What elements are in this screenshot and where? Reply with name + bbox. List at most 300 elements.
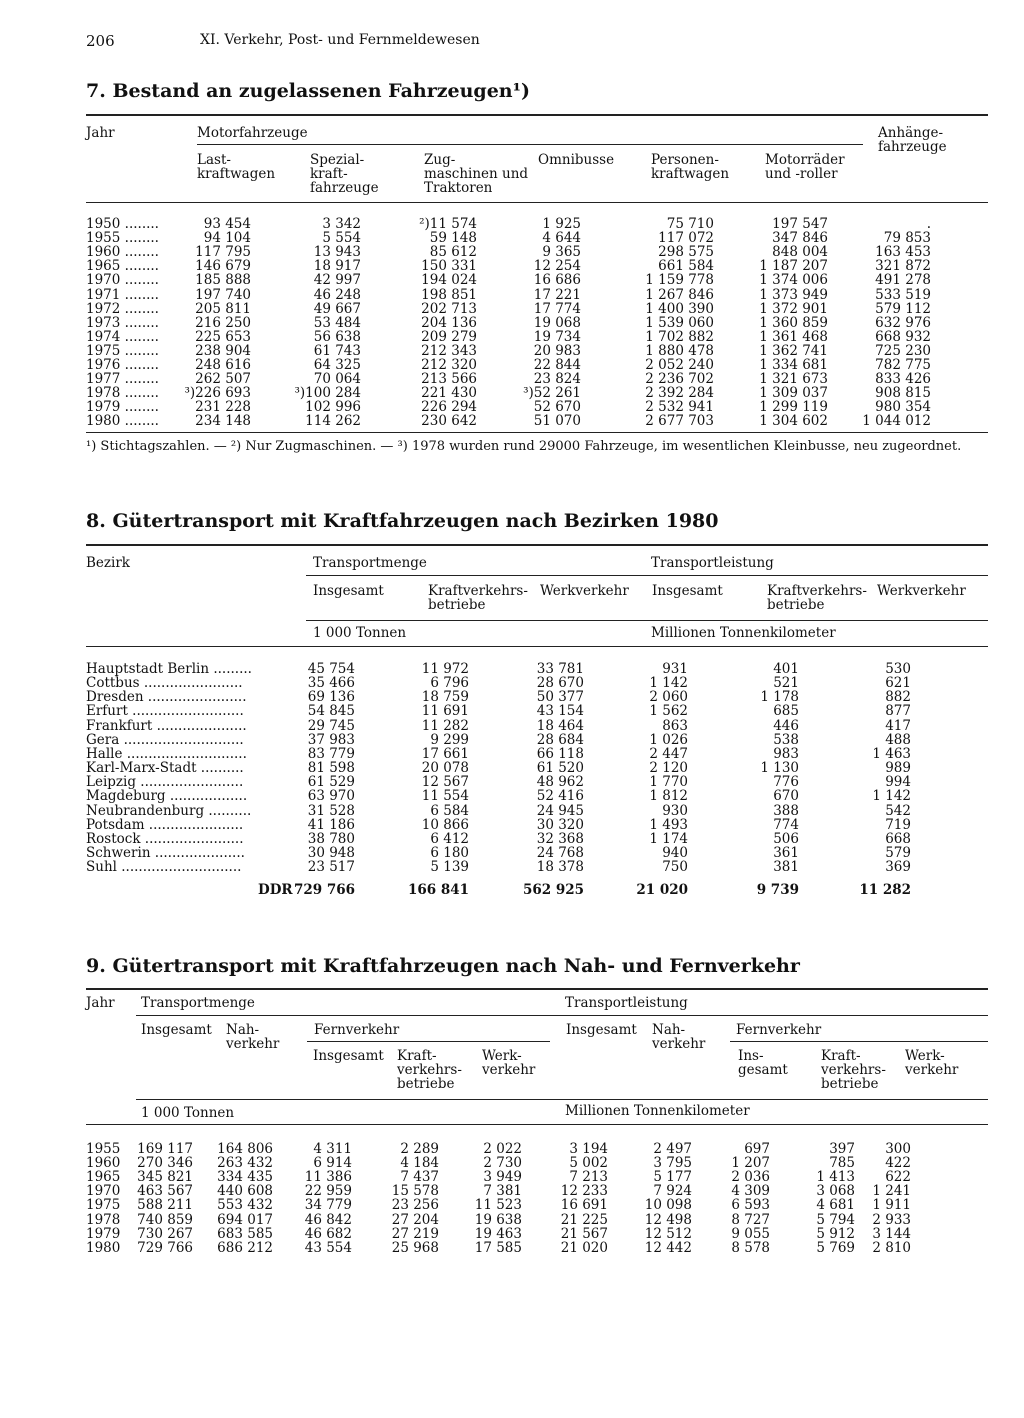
table-cell: 12 254 <box>533 258 581 275</box>
table-cell: 9 299 <box>430 731 469 748</box>
col-line: und -roller <box>765 166 838 182</box>
table9-h-fern2: Fernverkehr <box>736 1022 822 1038</box>
table-cell: 11 972 <box>421 661 469 677</box>
table-cell: 683 585 <box>217 1225 273 1242</box>
table-row-label: 1971 ........ <box>86 287 159 302</box>
table-row-label: 1970 <box>86 1183 121 1200</box>
table-row-label: 1980 <box>86 1239 121 1256</box>
table-cell: 12 498 <box>644 1211 692 1228</box>
table-cell: 212 320 <box>421 357 477 373</box>
table-cell: 20 983 <box>533 342 581 359</box>
table-cell: 53 484 <box>313 314 361 331</box>
table-cell: 2 447 <box>649 745 688 762</box>
table-cell: 19 734 <box>533 328 581 345</box>
table-cell: 19 463 <box>474 1225 522 1242</box>
table-cell: 1 299 119 <box>759 399 828 416</box>
table-cell: 7 213 <box>569 1169 608 1186</box>
table-cell: 18 759 <box>421 689 469 706</box>
table-cell: 20 078 <box>421 760 469 777</box>
table-total-cell: 11 282 <box>859 882 911 898</box>
table-cell: 4 184 <box>400 1155 439 1172</box>
table-cell: 740 859 <box>137 1211 193 1228</box>
table-cell: 774 <box>773 816 799 833</box>
table-cell: 1 321 673 <box>759 371 828 388</box>
col-line: betriebe <box>767 597 825 613</box>
table-cell: 334 435 <box>217 1169 273 1186</box>
table-cell: 3 795 <box>653 1155 692 1172</box>
table-cell: 2 052 240 <box>645 357 714 373</box>
table9-h-insgesamt2: Insgesamt <box>566 1022 637 1038</box>
table9-h-nah2 <box>652 1023 705 1051</box>
table8-sub2-insgesamt: Insgesamt <box>652 583 723 599</box>
table-cell: 11 386 <box>304 1169 352 1186</box>
table-cell: 877 <box>885 703 911 720</box>
table-cell: 30 948 <box>307 844 355 861</box>
col-line: Ins- <box>738 1048 764 1064</box>
table-cell: 2 060 <box>649 689 688 706</box>
table-cell: 5 177 <box>653 1169 692 1186</box>
table-cell: 553 432 <box>217 1197 273 1214</box>
table-cell: 908 815 <box>875 385 931 402</box>
table9-fs2-kraft <box>821 1049 886 1091</box>
table-cell: 216 250 <box>195 314 251 331</box>
table-cell: 7 924 <box>653 1183 692 1200</box>
table9-fs1-kraft <box>397 1049 462 1091</box>
table-row-label: 1977 ........ <box>86 372 159 387</box>
table-cell: 345 821 <box>137 1169 193 1186</box>
table-cell: 1 142 <box>649 675 688 692</box>
table-cell: 1 174 <box>649 830 688 847</box>
table-cell: 10 098 <box>644 1197 692 1214</box>
table-cell: 51 070 <box>533 413 581 430</box>
table-row-label: Frankfurt ..................... <box>86 718 247 733</box>
table-cell: 7 381 <box>483 1183 522 1200</box>
table-cell: 22 844 <box>533 357 581 373</box>
table-cell: 1 880 478 <box>645 342 714 359</box>
table-cell: 491 278 <box>875 272 931 289</box>
table-cell: 2 497 <box>653 1141 692 1157</box>
table8-sub1-kraft <box>428 584 528 612</box>
table7-header-group: Motorfahrzeuge <box>197 125 308 141</box>
table-total-cell: 562 925 <box>522 882 584 898</box>
table-cell: 1 374 006 <box>759 272 828 289</box>
table-row-label: Potsdam ...................... <box>86 817 244 832</box>
table9-unit1: 1 000 Tonnen <box>141 1105 235 1121</box>
table-cell: 117 795 <box>195 244 251 261</box>
table8-header-group1: Transportmenge <box>313 555 427 571</box>
table-cell: 725 230 <box>875 342 931 359</box>
table-cell: 41 186 <box>307 816 355 833</box>
table-cell: 102 996 <box>305 399 361 416</box>
col-line: betriebe <box>397 1076 455 1092</box>
table-cell: 70 064 <box>313 371 361 388</box>
table-row-label: 1955 ........ <box>86 231 159 246</box>
table-cell: 994 <box>885 774 911 791</box>
table-cell: 1 187 207 <box>759 258 828 275</box>
col-line: kraft- <box>310 166 348 182</box>
table-cell: 1 362 741 <box>759 342 828 359</box>
table-cell: 25 968 <box>391 1239 439 1256</box>
table-cell: 21 020 <box>560 1239 608 1256</box>
table9-header-group1: Transportmenge <box>141 995 255 1011</box>
table-cell: 66 118 <box>536 745 584 762</box>
table9-fs2-werk <box>905 1049 958 1077</box>
table-cell: 1 142 <box>872 788 911 805</box>
table-cell: 863 <box>662 717 688 734</box>
col-line: Omnibusse <box>538 152 615 168</box>
table7-header-col2 <box>310 153 379 195</box>
table-row-label: 1970 ........ <box>86 273 159 288</box>
table-cell: 22 959 <box>304 1183 352 1200</box>
table-cell: 49 667 <box>313 300 361 317</box>
table-cell: 46 842 <box>304 1211 352 1228</box>
table7-header-bottom-rule <box>86 202 988 203</box>
table-cell: 579 112 <box>875 300 931 317</box>
table-cell: 2 022 <box>483 1141 522 1157</box>
table-cell: 21 225 <box>560 1211 608 1228</box>
table-cell: 750 <box>662 859 688 876</box>
table-cell: 2 532 941 <box>645 399 714 416</box>
table-cell: 12 442 <box>644 1239 692 1256</box>
table9-header-year: Jahr <box>86 995 115 1011</box>
table-cell: 1 026 <box>649 731 688 748</box>
table-row-label: 1975 <box>86 1197 121 1214</box>
table9-group-rule <box>136 1015 988 1016</box>
table-cell: 234 148 <box>195 413 251 430</box>
col-line: Kraft- <box>397 1048 437 1064</box>
table-cell: 5 769 <box>816 1239 855 1256</box>
table-cell: 94 104 <box>203 230 251 247</box>
table-cell: 38 780 <box>307 830 355 847</box>
table-cell: 848 004 <box>772 244 828 261</box>
table-cell: 1 044 012 <box>862 413 931 430</box>
table-cell: 230 642 <box>421 413 477 430</box>
table8-unit2: Millionen Tonnenkilometer <box>651 625 836 641</box>
table-cell: 59 148 <box>429 230 477 247</box>
table-cell: 5 912 <box>816 1225 855 1242</box>
table-cell: 204 136 <box>421 314 477 331</box>
table7-header-col6 <box>765 153 845 181</box>
table-cell: 32 368 <box>536 830 584 847</box>
table-cell: 785 <box>829 1155 855 1172</box>
table-cell: 463 567 <box>137 1183 193 1200</box>
table-cell: 43 154 <box>536 703 584 720</box>
table-cell: 6 180 <box>430 844 469 861</box>
table-cell: 7 437 <box>400 1169 439 1186</box>
table-cell: 194 024 <box>421 272 477 289</box>
table-cell: 533 519 <box>875 286 931 303</box>
table-cell: 197 547 <box>772 216 828 232</box>
col-line: betriebe <box>428 597 486 613</box>
table-cell: 1 413 <box>816 1169 855 1186</box>
table7-header-trailers-line2: fahrzeuge <box>878 139 947 155</box>
table-cell: 1 400 390 <box>645 300 714 317</box>
table-cell: 1 539 060 <box>645 314 714 331</box>
table-cell: 6 914 <box>313 1155 352 1172</box>
table-cell: 48 962 <box>536 774 584 791</box>
col-line: kraftwagen <box>651 166 730 182</box>
table8-total-label: DDR <box>258 882 293 898</box>
table-cell: 2 289 <box>400 1141 439 1157</box>
table-cell: 8 578 <box>731 1239 770 1256</box>
table-row-label: 1973 ........ <box>86 315 159 330</box>
table-cell: 24 768 <box>536 844 584 861</box>
table-cell: 56 638 <box>313 328 361 345</box>
table7-header-col1 <box>197 153 275 181</box>
table-total-cell: 729 766 <box>293 882 355 898</box>
table-cell: 5 554 <box>322 230 361 247</box>
table-cell: 1 267 846 <box>645 286 714 303</box>
table-cell: 19 638 <box>474 1211 522 1228</box>
col-line: Werk- <box>905 1048 945 1064</box>
table-cell: 397 <box>829 1141 855 1157</box>
col-line: fahrzeuge <box>310 180 379 196</box>
table-cell: 52 416 <box>536 788 584 805</box>
table-cell: 369 <box>885 859 911 876</box>
table9-fern-rule2 <box>730 1041 988 1042</box>
table-cell: 93 454 <box>203 216 251 232</box>
table-cell: 63 970 <box>307 788 355 805</box>
table-cell: 13 943 <box>313 244 361 261</box>
table9-header-bottom-rule <box>86 1124 988 1125</box>
table-cell: 23 517 <box>307 859 355 876</box>
table9-fs1-insgesamt: Insgesamt <box>313 1048 384 1064</box>
col-line: Nah- <box>652 1022 686 1038</box>
table-cell: 81 598 <box>307 760 355 777</box>
table-cell: 298 575 <box>658 244 714 261</box>
table-cell: 686 212 <box>217 1239 273 1256</box>
table-cell: 422 <box>885 1155 911 1172</box>
table-row-label: 1975 ........ <box>86 343 159 358</box>
table-cell: 61 743 <box>313 342 361 359</box>
table-cell: 164 806 <box>217 1141 273 1157</box>
table-cell: 989 <box>885 760 911 777</box>
table-cell: 401 <box>773 661 799 677</box>
table-row-label: Erfurt .......................... <box>86 704 244 719</box>
col-line: Kraft- <box>821 1048 861 1064</box>
table-cell: 270 346 <box>137 1155 193 1172</box>
table7-header-col3 <box>424 153 528 195</box>
col-line: Motorräder <box>765 152 845 168</box>
table-cell: 6 796 <box>430 675 469 692</box>
table-cell: 300 <box>885 1141 911 1157</box>
table8-sub1-insgesamt: Insgesamt <box>313 583 384 599</box>
table-cell: 34 779 <box>304 1197 352 1214</box>
table-cell: 64 325 <box>313 357 361 373</box>
table-cell: 931 <box>662 661 688 677</box>
table9-title: 9. Gütertransport mit Kraftfahrzeugen nach Nah- und Fernverkehr <box>86 955 800 977</box>
table-row-label: Magdeburg .................. <box>86 789 248 804</box>
table-cell: 61 520 <box>536 760 584 777</box>
table-row-label: 1978 <box>86 1211 121 1228</box>
table-cell: 1 493 <box>649 816 688 833</box>
table-row-label: 1979 <box>86 1225 121 1242</box>
table-cell: 4 311 <box>313 1141 352 1157</box>
table-cell: 1 372 901 <box>759 300 828 317</box>
table-row-label: 1976 ........ <box>86 358 159 372</box>
table-cell: 169 117 <box>137 1141 193 1157</box>
table-row-label: 1979 ........ <box>86 400 159 415</box>
table-cell: 347 846 <box>772 230 828 247</box>
table-cell: 4 644 <box>542 230 581 247</box>
table-cell: 209 279 <box>421 328 477 345</box>
table-cell: 622 <box>885 1169 911 1186</box>
table7-footnote: ¹) Stichtagszahlen. — ²) Nur Zugmaschinen. — ³) 1978 wurden rund 29000 Fahrzeuge, im wesentlichen Kleinbusse, neu zugeordnet. <box>86 439 962 454</box>
table-cell: 31 528 <box>307 802 355 819</box>
table-cell: 882 <box>885 689 911 706</box>
table-cell: 6 412 <box>430 830 469 847</box>
table-cell: 17 585 <box>474 1239 522 1256</box>
table9-header-group2: Transportleistung <box>565 995 688 1011</box>
col-line: verkehr <box>905 1062 959 1078</box>
table-cell: 11 554 <box>421 788 469 805</box>
table-cell: 542 <box>885 802 911 819</box>
table-cell: 205 811 <box>195 300 251 317</box>
table-row-label: 1978 ........ <box>86 386 159 401</box>
table-cell: 1 702 882 <box>645 328 714 345</box>
table-cell: 61 529 <box>307 774 355 791</box>
table-cell: 16 686 <box>533 272 581 289</box>
table-cell: 1 360 859 <box>759 314 828 331</box>
table-cell: 417 <box>885 717 911 734</box>
table-cell: 833 426 <box>875 371 931 388</box>
table-cell: 8 727 <box>731 1211 770 1228</box>
table-cell: 50 377 <box>536 689 584 706</box>
table9-fs2-insgesamt <box>738 1049 788 1077</box>
table-cell: 75 710 <box>666 216 714 232</box>
table-row-label: Suhl ............................ <box>86 860 242 875</box>
table-cell: 1 562 <box>649 703 688 720</box>
table-cell: 30 320 <box>536 816 584 833</box>
table-cell: 1 812 <box>649 788 688 805</box>
table-cell: 388 <box>773 802 799 819</box>
col-line: Kraftverkehrs- <box>767 583 867 599</box>
table-cell: 521 <box>773 675 799 692</box>
table-cell: 226 294 <box>421 399 477 416</box>
table-cell: 198 851 <box>421 286 477 303</box>
table9-top-rule <box>86 988 988 990</box>
table-cell: 1 159 778 <box>645 272 714 289</box>
table-cell: 19 068 <box>533 314 581 331</box>
table-cell: 730 267 <box>137 1225 193 1242</box>
table-cell: 661 584 <box>658 258 714 275</box>
table-cell: 202 713 <box>421 300 477 317</box>
table-cell: 163 453 <box>875 244 931 261</box>
table-cell: 729 766 <box>137 1239 193 1256</box>
table8-top-rule <box>86 544 988 546</box>
table-row-label: 1950 ........ <box>86 217 159 231</box>
table-cell: 27 204 <box>391 1211 439 1228</box>
table-cell: 238 904 <box>195 342 251 359</box>
table-row-label: Gera ............................ <box>86 732 244 747</box>
table-cell: 668 932 <box>875 328 931 345</box>
table-cell: 506 <box>773 830 799 847</box>
table8-header-bottom-rule <box>86 646 988 647</box>
table9-unit-rule <box>136 1099 988 1100</box>
table-total-cell: 21 020 <box>636 882 688 898</box>
table-cell: 719 <box>885 816 911 833</box>
table-row-label: 1965 ........ <box>86 259 159 274</box>
table-cell: 27 219 <box>391 1225 439 1242</box>
table-cell: 621 <box>885 675 911 692</box>
table-cell: 6 584 <box>430 802 469 819</box>
table-cell: 85 612 <box>429 244 477 261</box>
table-cell: 23 824 <box>533 371 581 388</box>
table7-header-col4 <box>538 153 614 167</box>
table-cell: 117 072 <box>658 230 714 247</box>
table-cell: 5 139 <box>430 859 469 876</box>
table-cell: 35 466 <box>307 675 355 692</box>
table-cell: 361 <box>773 844 799 861</box>
table-cell: 231 228 <box>195 399 251 416</box>
table7-header-trailers-line1: Anhänge- <box>878 125 944 141</box>
table-cell: 79 853 <box>883 230 931 247</box>
table-cell: 263 432 <box>217 1155 273 1172</box>
col-line: gesamt <box>738 1062 788 1078</box>
table-cell: 2 392 284 <box>645 385 714 402</box>
table-cell: 2 120 <box>649 760 688 777</box>
table-cell: 262 507 <box>195 371 251 388</box>
table-cell: 2 810 <box>872 1239 911 1256</box>
table-cell: 18 464 <box>536 717 584 734</box>
table-cell: 2 036 <box>731 1169 770 1186</box>
table-cell: 28 670 <box>536 675 584 692</box>
table8-unit-rule <box>306 620 988 621</box>
table7-bottom-rule <box>86 432 988 433</box>
table9-h-fern1: Fernverkehr <box>314 1022 400 1038</box>
table9-h-insgesamt1: Insgesamt <box>141 1022 212 1038</box>
table7-group-rule <box>197 144 863 145</box>
table-cell: 440 608 <box>217 1183 273 1200</box>
table-cell: 21 567 <box>560 1225 608 1242</box>
table-cell: 321 872 <box>875 258 931 275</box>
table-cell: 17 221 <box>533 286 581 303</box>
table-cell: 1 770 <box>649 774 688 791</box>
col-line: maschinen und <box>424 166 529 182</box>
table-cell: 1 241 <box>872 1183 911 1200</box>
col-line: Personen- <box>651 152 719 168</box>
table-cell: 33 781 <box>536 661 584 677</box>
table-row-label: Dresden ....................... <box>86 690 247 705</box>
table-cell: 23 256 <box>391 1197 439 1214</box>
table-cell: 146 679 <box>195 258 251 275</box>
table-cell: 3 949 <box>483 1169 522 1186</box>
table-cell: 5 002 <box>569 1155 608 1172</box>
table-cell: 213 566 <box>421 371 477 388</box>
table-cell: 9 365 <box>542 244 581 261</box>
col-line: verkehrs- <box>397 1062 462 1078</box>
table-row-label: Karl-Marx-Stadt .......... <box>86 761 244 776</box>
table-cell: 11 691 <box>421 703 469 720</box>
table-row-label: Leipzig ........................ <box>86 775 244 790</box>
col-line: verkehr <box>652 1036 706 1052</box>
table-cell: 940 <box>662 844 688 861</box>
table7-top-rule <box>86 114 988 116</box>
table-cell: 24 945 <box>536 802 584 819</box>
col-line: Traktoren <box>424 180 493 196</box>
col-line: Kraftverkehrs- <box>428 583 528 599</box>
table-cell: 1 463 <box>872 745 911 762</box>
table-row-label: Cottbus ....................... <box>86 676 243 691</box>
table-cell: 1 373 949 <box>759 286 828 303</box>
table-cell: 3 144 <box>872 1225 911 1242</box>
table-cell: 16 691 <box>560 1197 608 1214</box>
table-cell: 3 194 <box>569 1141 608 1157</box>
table-cell: 18 378 <box>536 859 584 876</box>
table-cell: 45 754 <box>307 661 355 677</box>
table-cell: 29 745 <box>307 717 355 734</box>
col-line: verkehr <box>482 1062 536 1078</box>
